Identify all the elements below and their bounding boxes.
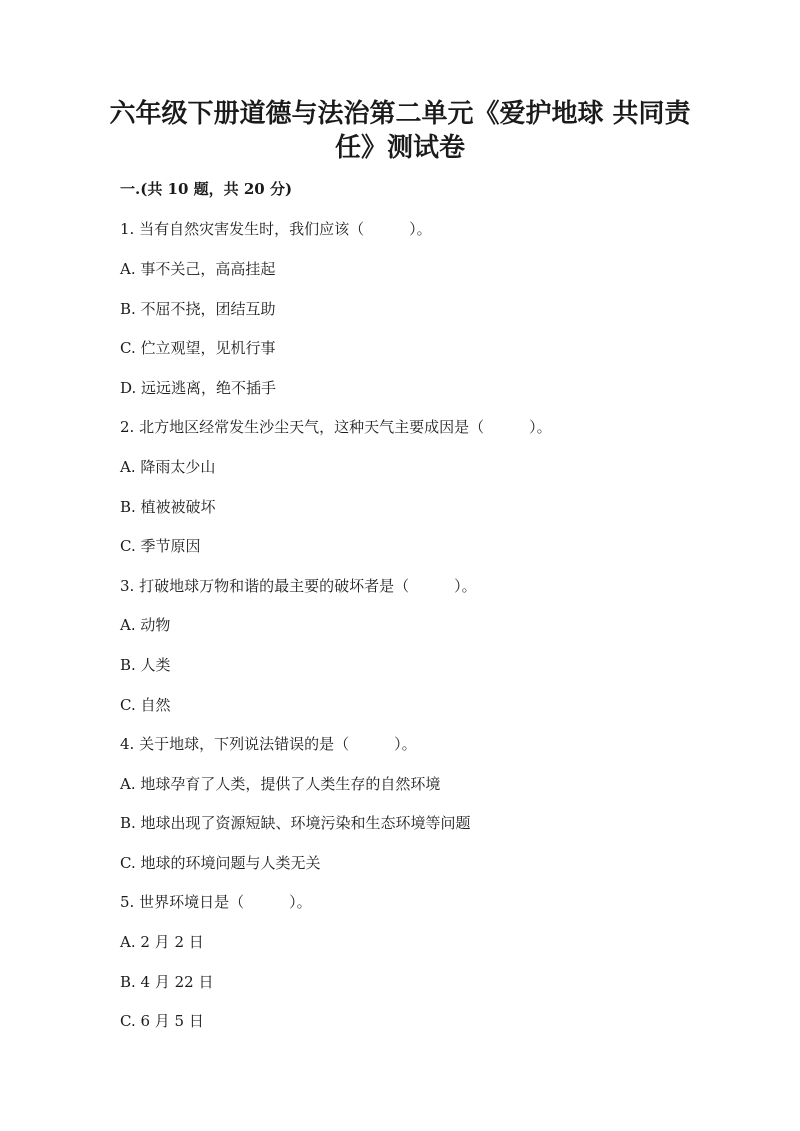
question-3-option-c: C. 自然 <box>120 696 171 714</box>
question-2-option-c: C. 季节原因 <box>120 537 201 555</box>
question-1-option-b: B. 不屈不挠，团结互助 <box>120 300 276 318</box>
question-4-stem: 4. 关于地球，下列说法错误的是（ ）。 <box>120 735 417 753</box>
section-heading: 一.(共 10 题，共 20 分) <box>120 180 293 198</box>
question-5-option-a: A. 2 月 2 日 <box>120 933 204 951</box>
question-2-option-b: B. 植被被破坏 <box>120 498 216 516</box>
question-2-option-a: A. 降雨太少山 <box>120 458 216 476</box>
question-4-option-c: C. 地球的环境问题与人类无关 <box>120 854 321 872</box>
question-4-option-a: A. 地球孕育了人类，提供了人类生存的自然环境 <box>120 775 441 793</box>
question-5-option-c: C. 6 月 5 日 <box>120 1012 204 1030</box>
question-5-option-b: B. 4 月 22 日 <box>120 973 214 991</box>
question-1-option-a: A. 事不关己，高高挂起 <box>120 260 276 278</box>
exam-title-line-2: 任》测试卷 <box>334 133 465 163</box>
question-4-option-b: B. 地球出现了资源短缺、环境污染和生态环境等问题 <box>120 814 471 832</box>
question-1-option-c: C. 伫立观望，见机行事 <box>120 339 276 357</box>
question-3-option-a: A. 动物 <box>120 616 171 634</box>
question-2-stem: 2. 北方地区经常发生沙尘天气，这种天气主要成因是（ ）。 <box>120 418 552 436</box>
question-3-option-b: B. 人类 <box>120 656 171 674</box>
exam-title-line-1: 六年级下册道德与法治第二单元《爱护地球 共同责 <box>109 99 691 129</box>
question-1-stem: 1. 当有自然灾害发生时，我们应该（ ）。 <box>120 220 432 238</box>
question-1-option-d: D. 远远逃离，绝不插手 <box>120 379 277 397</box>
question-5-stem: 5. 世界环境日是（ ）。 <box>120 893 312 911</box>
question-3-stem: 3. 打破地球万物和谐的最主要的破坏者是（ ）。 <box>120 577 477 595</box>
